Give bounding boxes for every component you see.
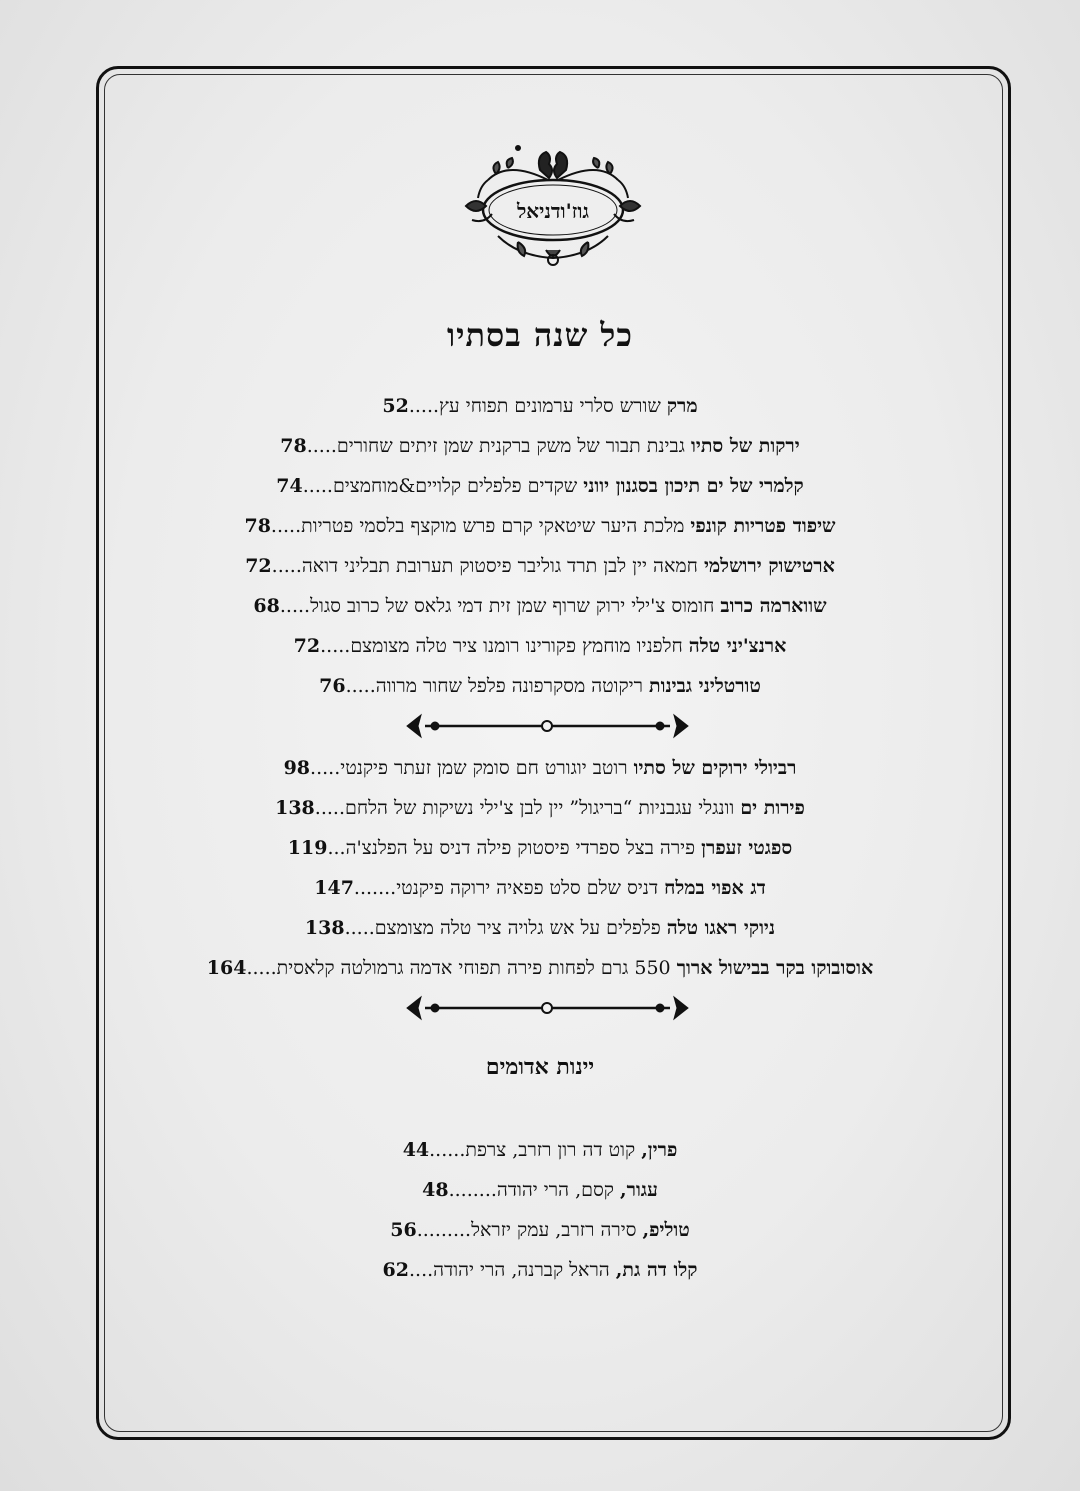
item-name: ארנצ'יני טלה [688, 635, 787, 657]
item-description: רוטב יוגורט חם סומק שמן זעתר פיקנטי [340, 757, 634, 779]
menu-item [0, 868, 1080, 908]
item-name: שיפוד פטריות קונפי [690, 515, 836, 537]
item-price: 56 [390, 1219, 417, 1241]
item-name: שווארמה כרוב [720, 595, 827, 617]
menu-item [0, 586, 1080, 626]
wine-list [0, 1130, 1080, 1290]
menu-item [0, 626, 1080, 666]
ornament-divider [405, 993, 690, 1023]
menu-item [0, 666, 1080, 706]
item-name: עגור, [620, 1179, 658, 1201]
wine-item [0, 1210, 1080, 1250]
item-leader-dots: ..... [246, 957, 277, 979]
item-name: ספגטי זעפרן [701, 837, 793, 859]
item-leader-dots: ..... [314, 797, 345, 819]
menu-item [0, 748, 1080, 788]
item-name: ירקות של סתיו [690, 435, 800, 457]
item-leader-dots: ..... [408, 395, 440, 417]
item-leader-dots: ..... [310, 757, 341, 779]
item-name: מרק [666, 395, 698, 417]
menu-item [0, 948, 1080, 988]
item-leader-dots: .... [408, 1259, 434, 1281]
item-description: חמאה יין לבן תרד גוליבר פיסטוק תערובת תבליני דואה [301, 555, 704, 577]
logo-text: גוז'ודניאל [516, 199, 590, 223]
item-price: 78 [244, 515, 271, 537]
item-price: 44 [402, 1139, 430, 1161]
item-description: הראל קברנה, הרי יהודה [433, 1259, 616, 1281]
menu-item [0, 506, 1080, 546]
item-description: ריקוטה מסקרפונה פלפל שחור מרווה [375, 675, 650, 697]
item-description: חומוס צ'ילי ירוק שרוף שמן זית דמי גלאס של כרוב סגול [310, 595, 721, 617]
item-leader-dots: ..... [320, 635, 351, 657]
birds-crest-logo [458, 140, 648, 270]
menu-item [0, 466, 1080, 506]
item-description: סירה רזרב, עמק יזראל [471, 1219, 643, 1241]
item-leader-dots: ... [327, 837, 346, 859]
item-leader-dots: ..... [270, 515, 302, 537]
item-leader-dots: ........ [448, 1179, 497, 1201]
item-description: דניס שלם סלט פפאיה ירוקה פיקנטי [396, 877, 665, 899]
item-price: 48 [422, 1179, 449, 1201]
menu-title: כל שנה בסתיו [446, 316, 634, 354]
item-description: חלפניו מוחמץ פקורינו רומנו ציר טלה מצומצם [350, 635, 689, 657]
item-price: 74 [276, 475, 303, 497]
item-description: שקדים פלפלים קלויים&מוחמצים [332, 475, 584, 497]
item-name: פירות ים [740, 797, 805, 819]
menu-item [0, 788, 1080, 828]
item-name: קלמרי של ים תיכון בסגנון יווני [583, 475, 804, 497]
item-name: ארטישוק ירושלמי [703, 555, 835, 577]
item-price: 119 [287, 837, 328, 859]
item-price: 76 [319, 675, 346, 697]
item-leader-dots: ......... [416, 1219, 472, 1241]
menu-item [0, 426, 1080, 466]
item-leader-dots: ..... [344, 917, 375, 939]
item-price: 68 [253, 595, 280, 617]
item-price: 72 [293, 635, 321, 657]
item-description: קוט דה רון רזרב, צרפת [465, 1139, 642, 1161]
item-price: 138 [275, 797, 315, 819]
item-description: 550 גרם לפחות פירה תפוחי אדמה גרמולטה קלאסית [276, 957, 677, 979]
item-name: דג אפוי במלח [664, 877, 766, 899]
item-price: 164 [206, 957, 247, 979]
menu-item [0, 546, 1080, 586]
item-description: וונגלי עגבניות “בריגול” יין לבן צ'ילי נשיקות של הלחם [344, 797, 741, 819]
item-leader-dots: ..... [271, 555, 302, 577]
item-price: 78 [280, 435, 307, 457]
wine-section-title: יינות אדומים [485, 1054, 595, 1080]
item-description: פירה בצל ספרדי פיסטוק פילה דניס על הפלנצ'ה [345, 837, 702, 859]
menu-item [0, 908, 1080, 948]
item-price: 98 [283, 757, 311, 779]
item-description: קסם, הרי יהודה [496, 1179, 620, 1201]
first-courses-list [0, 386, 1080, 706]
item-price: 147 [314, 877, 354, 899]
item-name: טוליפ, [642, 1219, 690, 1241]
item-price: 72 [245, 555, 272, 577]
item-leader-dots: ...... [429, 1139, 466, 1161]
item-name: טורטליני גבינות [649, 675, 761, 697]
item-leader-dots: ..... [302, 475, 333, 497]
wine-item [0, 1130, 1080, 1170]
ornament-divider [405, 711, 690, 741]
item-name: רביולי ירוקים של סתיו [633, 757, 797, 779]
wine-item [0, 1250, 1080, 1290]
item-name: ניוקי ראגו טלה [666, 917, 776, 939]
item-name: קלו דה גת, [615, 1259, 698, 1281]
item-name: פרין, [641, 1139, 678, 1161]
item-name: אוסובוקו בקר בבישול ארוך [676, 957, 874, 979]
item-description: מלכת היער שיטאקי קרם פרש מוקצף בלסמי פטריות [301, 515, 691, 537]
item-leader-dots: ....... [353, 877, 397, 899]
item-description: שורש סלרי ערמונים תפוחי עץ [439, 395, 667, 417]
item-description: פלפלים על אש גלויה ציר טלה מצומצם [374, 917, 667, 939]
item-leader-dots: ..... [279, 595, 311, 617]
wine-item [0, 1170, 1080, 1210]
item-price: 52 [382, 395, 409, 417]
item-description: גבינת תבור של משק ברקנית שמן זיתים שחורים [336, 435, 691, 457]
item-price: 138 [304, 917, 345, 939]
menu-item [0, 386, 1080, 426]
menu-item [0, 828, 1080, 868]
item-price: 62 [382, 1259, 409, 1281]
item-leader-dots: ..... [345, 675, 376, 697]
main-courses-list [0, 748, 1080, 988]
item-leader-dots: ..... [306, 435, 337, 457]
